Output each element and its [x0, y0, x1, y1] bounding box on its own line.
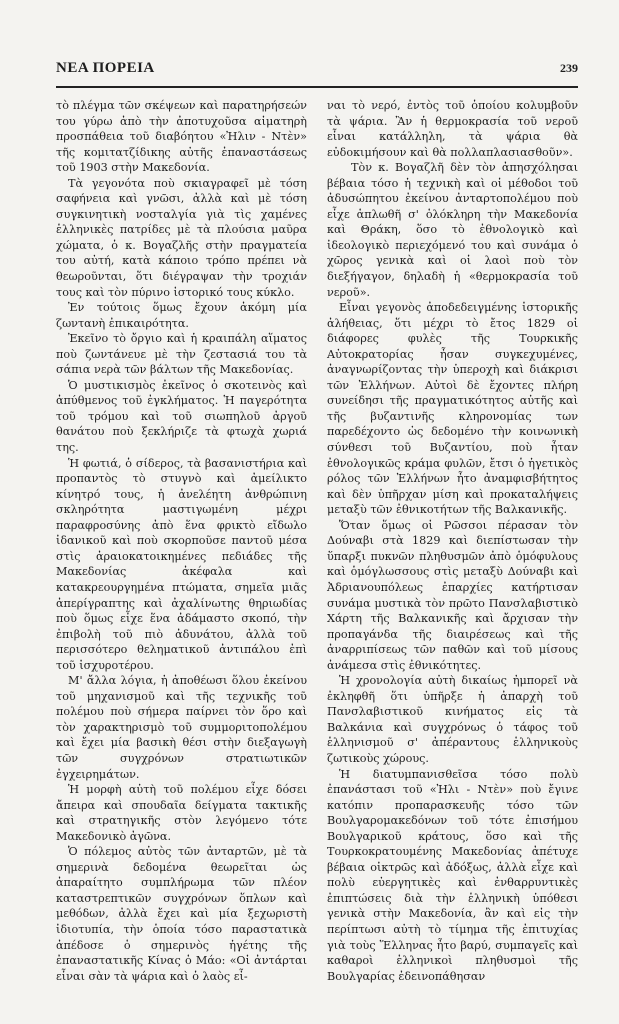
paragraph: τὸ πλέγμα τῶν σκέψεων καὶ παρατηρήσεών του γύρω ἀπὸ τὴν ἀποτυχοῦσα αἱματηρὴ προσπάθεια τοῦ διαβόητου «Ἠλιν - Ντὲν» τῆς κομιτατζίδικης αὐτῆς ἐπαναστάσεως τοῦ 1903 στὴν Μακεδονία. — [56, 99, 307, 175]
paragraph: Ἡ φωτιά, ὁ σίδερος, τὰ βασανιστήρια καὶ προπαντὸς τὸ στυγνὸ καὶ ἀμείλικτο κίνητρό τους, ἡ ἀνελέητη ἀνθρώπινη σκληρότητα μαστιγωμένη μέχρι παραφροσύνης ἀπὸ ἕνα φρικτὸ εἴδωλο ἰδανικοῦ καὶ ποὺ σκορποῦσε παντοῦ μέσα στὶς ἀραιοκατοικημένες πεδιάδες τῆς Μακεδονίας ἀκέφαλα καὶ κατακρεουργημένα πτώματα, σημεῖα μιᾶς ἀπερίγραπτης καὶ ἀχαλίνωτης θηριωδίας ποὺ ὅμως εἶχε ἕνα ἀδάμαστο σκοπό, τὴν ἐπιβολὴ τοῦ πιὸ ἀδυνάτου, ἀλλὰ τοῦ περισσότερο θεληματικοῦ ἀντιπάλου ἐπὶ τοῦ ἰσχυροτέρου. — [56, 456, 307, 672]
paragraph: Ἡ μορφὴ αὐτὴ τοῦ πολέμου εἶχε δόσει ἄπειρα καὶ σπουδαῖα δείγματα τακτικῆς καὶ στρατηγικῆς στὸν λεγόμενο τότε Μακεδονικὸ ἀγῶνα. — [56, 783, 307, 843]
paragraph: Ἐν τούτοις ὅμως ἔχουν ἀκόμη μία ζωντανὴ ἐπικαιρότητα. — [56, 301, 307, 330]
paragraph: Τὰ γεγονότα ποὺ σκιαγραφεῖ μὲ τόση σαφήνεια καὶ γνῶσι, ἀλλὰ καὶ μὲ τόση συγκινητικὴ νοσταλγία γιὰ τὶς χαμένες ἑλληνικὲς πατρίδες μὲ τὰ πλούσια μαῦρα χώματα, ὁ κ. Βογαζλῆς στὴν πραγματεία του αὐτή, κατὰ κάποιο τρόπο πρέπει νὰ θεωροῦνται, ὅτι διέγραψαν τὴν τροχιάν τους καὶ τὸν πύρινο ἱστορικό τους κύκλο. — [56, 176, 307, 299]
text-columns — [56, 98, 578, 984]
running-title: ΝΕΑ ΠΟΡΕΙΑ — [56, 60, 155, 76]
header-rule — [56, 86, 578, 88]
paragraph: Ὁ μυστικισμὸς ἐκεῖνος ὁ σκοτεινὸς καὶ ἀπύθμενος τοῦ ἐγκλήματος. Ἡ παγερότητα τοῦ τρόμου καὶ τοῦ σιωπηλοῦ ἀργοῦ θανάτου ποὺ ξεκλήριζε τὰ φτωχὰ χωριά της. — [56, 378, 307, 455]
journal-page — [56, 60, 578, 984]
page-number: 239 — [560, 61, 578, 75]
paragraph: Ἡ χρονολογία αὐτὴ δικαίως ἠμπορεῖ νὰ ἐκληφθῆ ὅτι ὑπῆρξε ἡ ἀπαρχὴ τοῦ Πανσλαβιστικοῦ κινήματος εἰς τὰ Βαλκάνια καὶ συγχρόνως ὁ τάφος τοῦ ἑλληνισμοῦ σ' ἀπέραντους ἑλληνικοὺς ζωτικοὺς χώρους. — [327, 674, 578, 765]
page-header — [56, 60, 578, 84]
paragraph: Ὁ πόλεμος αὐτὸς τῶν ἀνταρτῶν, μὲ τὰ σημερινὰ δεδομένα θεωρεῖται ὡς ἀπαραίτητο συμπλήρωμα τῶν πλέον καταστρεπτικῶν συγχρόνων ὅπλων καὶ μεθόδων, ἀλλὰ ἔχει καὶ μία ξεχωριστὴ ἰδιοτυπία, τὴν ὁποία τόσο παραστατικὰ ἀπέδοσε ὁ σημερινὸς ἡγέτης τῆς ἐπαναστατικῆς Κίνας ὁ Μάο: «Οἱ ἀντάρται εἶναι σὰν τὰ ψάρια καὶ ὁ λαὸς εἶ- — [56, 845, 307, 983]
paragraph: Ὅταν ὅμως οἱ Ρῶσσοι πέρασαν τὸν Δούναβι στὰ 1829 καὶ διεπίστωσαν τὴν ὕπαρξι πυκνῶν πληθυσμῶν ἀπὸ ὁμόφυλους καὶ ὁμόγλωσσους στὶς μεταξὺ Δούναβι καὶ Ἀδριανουπόλεως ἐπαρχίες κατήρτισαν συνάμα μυστικὰ τὸν πρῶτο Πανσλαβιστικὸ Χάρτη τῆς Βαλκανικῆς καὶ ἄρχισαν τὴν προπαγάνδα τῆς διαιρέσεως καὶ τῆς ἀναρριπίσεως τῶν παθῶν καὶ τοῦ μίσους ἀνάμεσα στὶς ἐθνικότητες. — [327, 518, 578, 672]
paragraph: Εἶναι γεγονὸς ἀποδεδειγμένης ἱστορικῆς ἀλήθειας, ὅτι μέχρι τὸ ἔτος 1829 οἱ διάφορες φυλὲς τῆς Τουρκικῆς Αὐτοκρατορίας ἦσαν συγκεχυμένες, ἀναγνωρίζοντας τὴν ὑπεροχὴ καὶ διάκρισι τῶν Ἑλλήνων. Αὐτοὶ δὲ ἔχοντες πλήρη συνείδησι τῆς πραγματικότητος αὐτῆς καὶ τῆς βυζαντινῆς κληρονομίας των παρεδέχοντο ὡς δεδομένο τὴν κοινωνικὴ σύνθεσι τοῦ Βυζαντίου, ποὺ ἦταν ἐθνολογικῶς κράμα φυλῶν, ἔτσι ὁ ἡγετικὸς ρόλος τῶν Ἑλλήνων ἦτο ἀναμφισβήτητος καὶ δὲν ὑπῆρχαν μίση καὶ προκαταλήψεις μεταξὺ τῶν ἐθνικοτήτων τῆς Βαλκανικῆς. — [327, 301, 578, 517]
paragraph: Ἐκεῖνο τὸ ὄργιο καὶ ἡ κραιπάλη αἵματος ποὺ ζωντάνευε μὲ τὴν ζεστασιά του τὰ σάπια νερὰ τῶν βάλτων τῆς Μακεδονίας. — [56, 332, 307, 377]
left-column — [56, 98, 307, 984]
paragraph: Ἡ διατυμπανισθεῖσα τόσο πολὺ ἐπανάστασι τοῦ «Ἠλι - Ντὲν» ποὺ ἔγινε κατόπιν προπαρασκευῆς τόσο τῶν Βουλγαρομακεδόνων τοῦ τότε ἐπισήμου Βουλγαρικοῦ κράτους, ὅσο καὶ τῆς Τουρκοκρατουμένης Μακεδονίας ἀπέτυχε βέβαια οἰκτρῶς καὶ ἀδόξως, ἀλλὰ εἶχε καὶ πολὺ εὐεργητικὲς καὶ ἐνθαρρυντικὲς ἐπιπτώσεις διὰ τὴν ἑλληνικὴ ὑπόθεσι γενικὰ στὴν Μακεδονία, ἂν καὶ εἰς τὴν περίπτωσι αὐτὴ τὸ τίμημα τῆς ἐπιτυχίας γιὰ τοὺς Ἕλληνας ἦτο βαρύ, συμπαγεῖς καὶ καθαροὶ ἑλληνικοὶ πληθυσμοὶ τῆς Βουλγαρίας ἐδεινοπάθησαν — [327, 767, 578, 983]
paragraph: Μ' ἄλλα λόγια, ἡ ἀποθέωσι ὅλου ἐκείνου τοῦ μηχανισμοῦ καὶ τῆς τεχνικῆς τοῦ πολέμου ποὺ σήμερα παίρνει τὸν ὅρο καὶ τὸν χαρακτηρισμὸ τοῦ συμμοριτοπολέμου καὶ ἔχει μία βασικὴ θέσι στὴν διεξαγωγὴ τῶν συγχρόνων στρατιωτικῶν ἐγχειρημάτων. — [56, 674, 307, 781]
paragraph: ναι τὸ νερό, ἐντὸς τοῦ ὁποίου κολυμβοῦν τὰ ψάρια. Ἂν ἡ θερμοκρασία τοῦ νεροῦ εἶναι κατάλληλη, τὰ ψάρια θὰ εὐδοκιμήσουν καὶ θὰ πολλαπλασιασθοῦν». — [327, 99, 578, 159]
right-column — [327, 98, 578, 984]
paragraph: Τὸν κ. Βογαζλῆ δὲν τὸν ἀπησχόλησαι βέβαια τόσο ἡ τεχνικὴ καὶ οἱ μέθοδοι τοῦ ἀδυσώπητου ἐκείνου ἀνταρτοπολέμου ποὺ εἶχε ἁπλωθῆ σ' ὁλόκληρη τὴν Μακεδονία καὶ Θράκη, ὅσο τὸ ἐθνολογικὸ καὶ ἰδεολογικὸ περιεχόμενό του καὶ συνάμα ὁ χῶρος γενικὰ καὶ οἱ λαοὶ ποὺ τὸν διεξήγαγον, δηλαδὴ ἡ «θερμοκρασία τοῦ νεροῦ». — [327, 161, 578, 299]
